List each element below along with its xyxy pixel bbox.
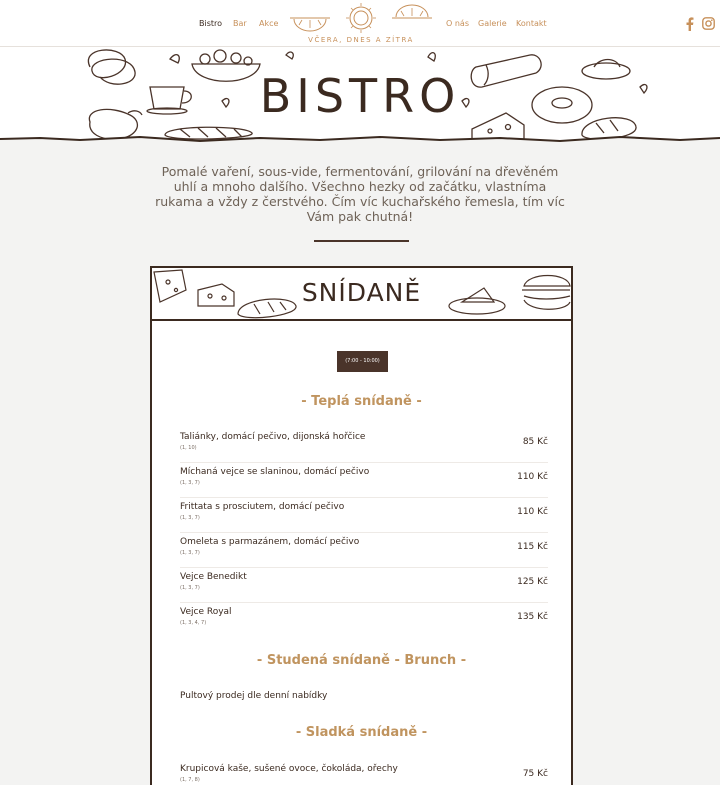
intro-text: Pomalé vaření, sous-vide, fermentování, grilování na dřevěném uhlí a mnoho dalšího. Všechno hezky od začátku, vlastníma rukama a vždy z čerstvého. Čím víc kuchařského řemesla, tím víc Vám pak chutná! [155,164,565,224]
hero-banner [0,47,720,145]
menu-item [180,428,548,463]
divider [314,240,409,242]
section-note: Pultový prodej dle denní nabídky [180,691,328,701]
instagram-icon[interactable] [702,17,715,30]
menu-item [180,603,548,638]
menu-item-allergens: (1, 3, 7) [180,480,200,486]
nav-item-o-nas[interactable]: O nás [446,19,469,28]
menu-item [180,568,548,603]
menu-item-name: Vejce Benedikt [180,572,247,582]
menu-item-name: Vejce Royal [180,607,232,617]
nav-item-galerie[interactable]: Galerie [478,19,507,28]
facebook-icon[interactable] [685,17,695,31]
menu-item-name: Omeleta s parmazánem, domácí pečivo [180,537,360,547]
time-badge: (7:00 - 10:00) [337,351,388,372]
menu-item-allergens: (1, 10) [180,445,197,451]
menu-item [180,463,548,498]
menu-item-name: Taliánky, domácí pečivo, dijonská hořčice [180,432,366,442]
menu-item-allergens: (1, 3, 7) [180,515,200,521]
section-title-studena-snidane: - Studená snídaně - Brunch - [256,653,467,668]
menu-item-name: Krupicová kaše, sušené ovoce, čokoláda, ořechy [180,764,398,774]
menu-item-allergens: (1, 7, 8) [180,777,200,783]
menu-item-price: 85 Kč [522,437,548,447]
menu-card [150,266,573,785]
menu-item-price: 125 Kč [517,577,548,587]
menu-item-price: 115 Kč [517,542,548,552]
menu-item-price: 110 Kč [517,472,548,482]
logo-tagline: VČERA, DNES A ZÍTRA [308,36,414,44]
nav-item-kontakt[interactable]: Kontakt [516,19,547,28]
nav-item-bistro[interactable]: Bistro [199,19,223,28]
top-navigation [0,0,720,47]
section-title-tepla-snidane: - Teplá snídaně - [301,394,422,409]
menu-card-header [152,268,571,321]
menu-item [180,533,548,568]
menu-item-price: 75 Kč [522,769,548,779]
menu-item [180,498,548,533]
hero-title: BISTRO [259,69,461,123]
menu-item-price: 135 Kč [517,612,548,622]
menu-item-name: Míchaná vejce se slaninou, domácí pečivo [180,467,370,477]
nav-item-bar[interactable]: Bar [233,19,247,28]
menu-item-allergens: (1, 3, 7) [180,550,200,556]
menu-item [180,760,548,785]
section-title-sladka-snidane: - Sladká snídaně - [295,725,428,740]
menu-item-name: Frittata s prosciutem, domácí pečivo [180,502,345,512]
menu-item-allergens: (1, 3, 4, 7) [180,620,207,626]
menu-item-allergens: (1, 3, 7) [180,585,200,591]
menu-title: SNÍDANĚ [301,278,422,307]
nav-item-akce[interactable]: Akce [259,19,279,28]
menu-item-price: 110 Kč [517,507,548,517]
